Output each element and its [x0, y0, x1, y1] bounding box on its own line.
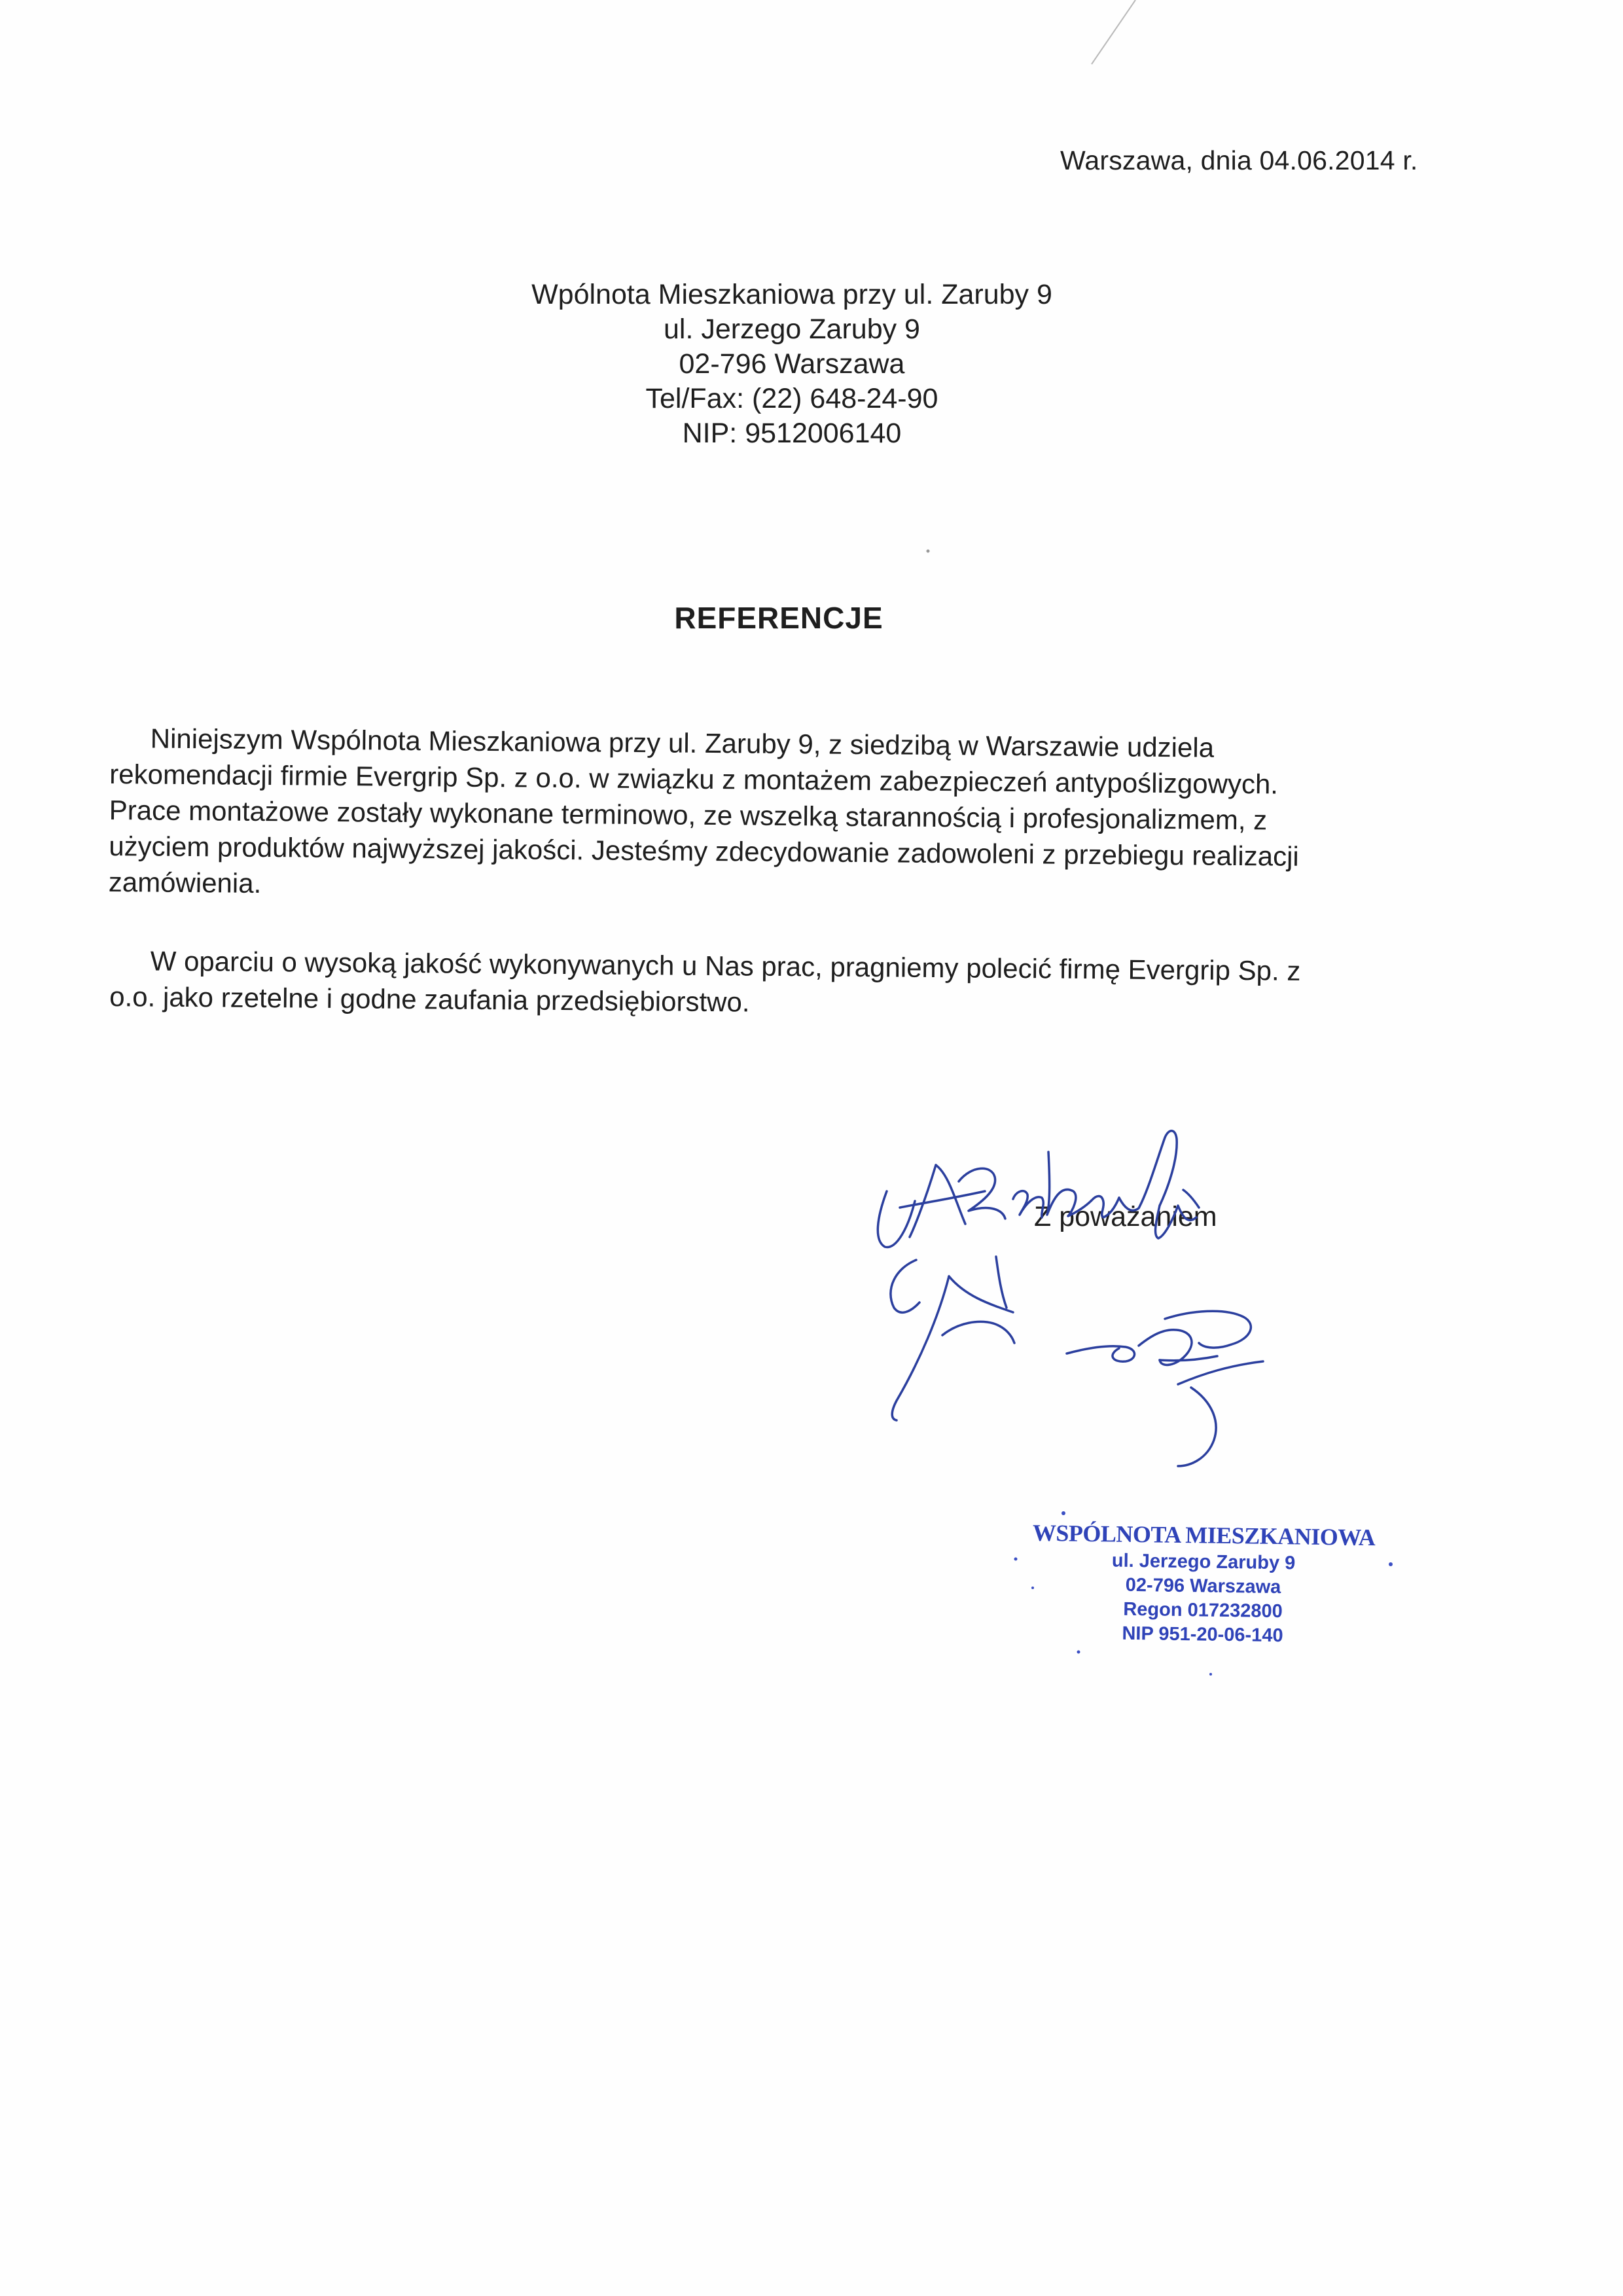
body-paragraph-recommendation — [109, 720, 1458, 912]
handwritten-signature — [851, 1060, 1387, 1479]
paragraph-line: o.o. jako rzetelne i godne zaufania przedsiębiorstwo. — [109, 980, 750, 1018]
date-line: Warszawa, dnia 04.06.2014 r. — [1060, 145, 1418, 175]
stamp-nip: NIP 951-20-06-140 — [1122, 1623, 1283, 1647]
stamp-city: 02-796 Warszawa — [1125, 1574, 1281, 1598]
recipient-phone: Tel/Fax: (22) 648-24-90 — [645, 383, 938, 414]
paragraph-line: użyciem produktów najwyższej jakości. Jesteśmy zdecydowanie zadowoleni z przebiegu realizacji — [109, 830, 1299, 872]
stamp-regon: Regon 017232800 — [1123, 1598, 1283, 1623]
body-paragraph-endorsement — [109, 942, 1458, 1026]
document-title: REFERENCJE — [674, 601, 883, 635]
paragraph-line: Niniejszym Wspólnota Mieszkaniowa przy ul. Zaruby 9, z siedzibą w Warszawie udziela — [150, 723, 1215, 763]
recipient-street: ul. Jerzego Zaruby 9 — [664, 314, 920, 345]
closing-salutation: Z poważaniem — [1034, 1201, 1217, 1232]
stamp-street: ul. Jerzego Zaruby 9 — [1111, 1550, 1296, 1574]
recipient-name: Wpólnota Mieszkaniowa przy ul. Zaruby 9 — [531, 279, 1052, 310]
paragraph-line: zamówienia. — [108, 866, 262, 899]
stamp-organization-name: WSPÓLNOTA MIESZKANIOWA — [1032, 1519, 1376, 1551]
recipient-address-block — [471, 278, 1113, 451]
recipient-nip: NIP: 9512006140 — [682, 418, 902, 449]
company-stamp — [993, 1517, 1414, 1650]
paragraph-line: rekomendacji firmie Evergrip Sp. z o.o. w związku z montażem zabezpieczeń antypoślizgowych. — [109, 758, 1279, 800]
paragraph-line: Prace montażowe zostały wykonane terminowo, ze wszelką starannością i profesjonalizmem, z — [109, 794, 1268, 836]
recipient-city: 02-796 Warszawa — [679, 348, 905, 380]
paragraph-line: W oparciu o wysoką jakość wykonywanych u Nas prac, pragniemy polecić firmę Evergrip Sp. z — [150, 945, 1301, 986]
